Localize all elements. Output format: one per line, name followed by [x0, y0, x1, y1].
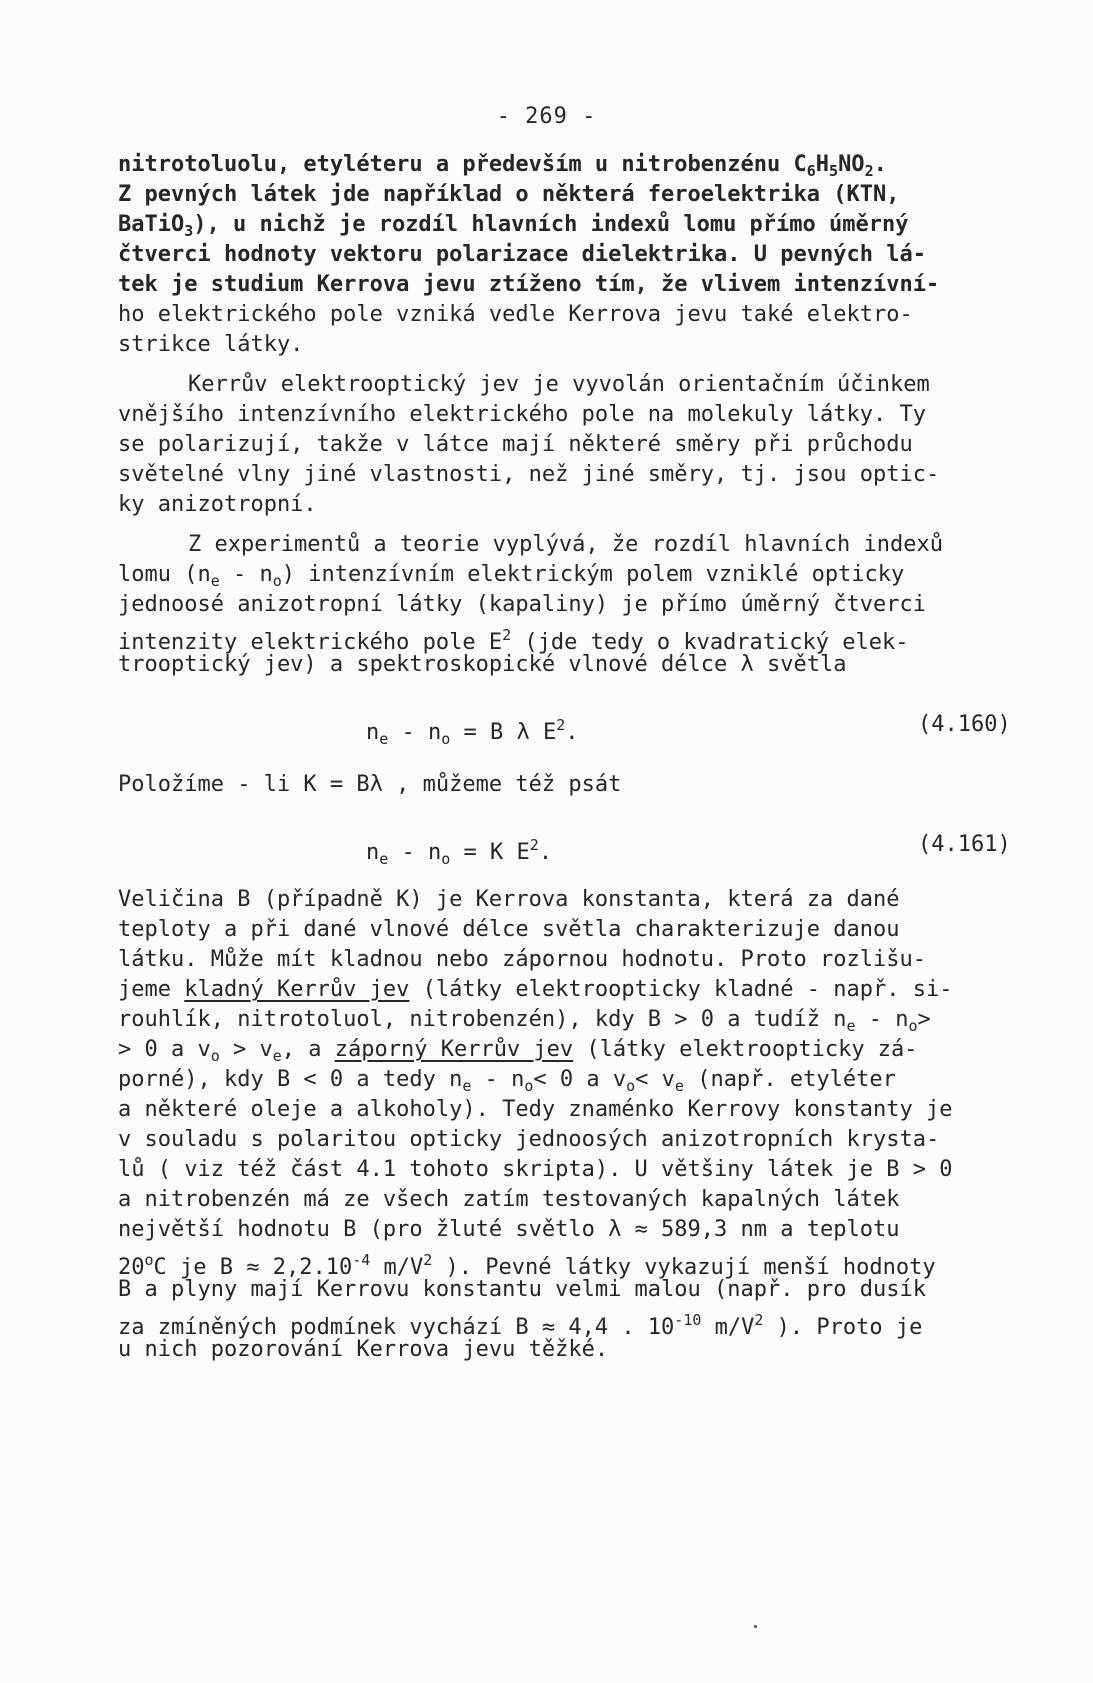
text-line: tek je studium Kerrova jevu ztíženo tím, že vlivem intenzívní- — [118, 272, 940, 297]
equation-4-161 — [366, 830, 553, 868]
text-span: porné), kdy B < 0 a tedy n — [118, 1067, 463, 1092]
text-span: n — [366, 720, 380, 745]
text-span: 20 — [118, 1255, 145, 1280]
text-span: . — [565, 720, 579, 745]
subscript: o — [626, 1077, 636, 1095]
text-line — [118, 1035, 918, 1065]
text-line: největší hodnotu B (pro žluté světlo λ ≈ 589,3 nm a teplotu — [118, 1217, 900, 1242]
text-span: ), u nichž je rozdíl hlavních indexů lomu přímo úměrný — [193, 212, 909, 237]
text-line: ho elektrického pole vzniká vedle Kerrova jevu také elektro- — [118, 302, 913, 327]
text-line — [118, 1305, 923, 1340]
text-line: Položíme - li K = Bλ , můžeme též psát — [118, 772, 622, 797]
text-span: n — [366, 840, 380, 865]
equation-number: (4.161) — [918, 832, 1011, 857]
text-line: ky anizotropní. — [118, 492, 317, 517]
text-span: < v — [635, 1067, 675, 1092]
text-span: rouhlík, nitrotoluol, nitrobenzén), kdy B > 0 a tudíž n — [118, 1007, 847, 1032]
page-number: - 269 - — [496, 104, 597, 129]
text-line — [118, 1245, 936, 1280]
subscript: 6 — [806, 162, 816, 180]
underlined-term: záporný Kerrův jev — [334, 1037, 574, 1062]
text-line: a nitrobenzén má ze všech zatím testovaných kapalných látek — [118, 1187, 900, 1212]
subscript: e — [379, 730, 389, 748]
text-line: a některé oleje a alkoholy). Tedy znaménko Kerrovy konstanty je — [118, 1097, 953, 1122]
text-span: (jde tedy o kvadratický elek- — [511, 630, 909, 655]
text-span: H — [815, 152, 830, 177]
text-line: v souladu s polaritou opticky jednoosých anizotropních krysta- — [118, 1127, 940, 1152]
subscript: e — [846, 1017, 856, 1035]
text-line — [118, 975, 952, 1005]
text-span: > — [917, 1007, 931, 1032]
text-span: C je B ≈ 2,2.10 — [153, 1255, 353, 1280]
subscript: e — [674, 1077, 684, 1095]
equation-number: (4.160) — [918, 712, 1011, 737]
text-span: (např. etyléter — [683, 1067, 896, 1092]
text-line — [118, 150, 887, 180]
text-span: jeme — [118, 977, 185, 1002]
paragraph-start-line: Z experimentů a teorie vyplývá, že rozdíl hlavních indexů — [188, 532, 943, 557]
text-span: - n — [855, 1007, 909, 1032]
superscript: o — [144, 1251, 154, 1269]
superscript: 2 — [556, 716, 566, 734]
subscript: o — [210, 1047, 220, 1065]
text-span: . — [873, 152, 887, 177]
text-line: teploty a při dané vlnové délce světla charakterizuje danou — [118, 917, 900, 942]
text-line: světelné vlny jiné vlastnosti, než jiné směry, tj. jsou optic- — [118, 462, 940, 487]
superscript: 2 — [502, 626, 512, 644]
superscript: 2 — [423, 1251, 433, 1269]
text-span: . — [538, 840, 553, 865]
text-span: (látky elektroopticky kladné - např. si- — [409, 977, 953, 1002]
text-line — [118, 620, 909, 655]
text-span: BaTiO — [118, 212, 185, 237]
text-line: B a plyny mají Kerrovu konstantu velmi malou (např. pro dusík — [118, 1277, 926, 1302]
text-span: = B λ E — [450, 720, 557, 745]
text-span: ). Pevné látky vykazují menší hodnoty — [432, 1255, 936, 1280]
text-line — [118, 1005, 931, 1035]
text-span: - n — [388, 840, 442, 865]
text-span: NO — [838, 152, 865, 177]
superscript: 2 — [529, 836, 539, 854]
text-span: < 0 a v — [533, 1067, 627, 1092]
text-span: > 0 a v — [118, 1037, 211, 1062]
text-span: - n — [219, 562, 273, 587]
subscript: 3 — [184, 222, 194, 240]
text-line: vnějšího intenzívního elektrického pole na molekuly látky. Ty — [118, 402, 926, 427]
text-span: m/V — [370, 1255, 424, 1280]
text-line: lů ( viz též část 4.1 tohoto skripta). U většiny látek je B > 0 — [118, 1157, 953, 1182]
subscript: o — [441, 850, 451, 868]
superscript: 2 — [754, 1311, 764, 1329]
subscript: 5 — [829, 162, 839, 180]
underlined-term: kladný Kerrův jev — [184, 977, 410, 1002]
text-span: = K E — [450, 840, 530, 865]
text-line: u nich pozorování Kerrova jevu těžké. — [118, 1337, 609, 1362]
text-span: (látky elektroopticky zá- — [573, 1037, 918, 1062]
subscript: e — [462, 1077, 472, 1095]
text-span: intenzity elektrického pole E — [118, 630, 503, 655]
text-span: ). Proto je — [763, 1315, 923, 1340]
text-span: nitrotoluolu, etyléteru a především u nitrobenzénu C — [118, 152, 807, 177]
text-span: za zmíněných podmínek vychází B ≈ 4,4 . 10 — [118, 1315, 675, 1340]
subscript: e — [379, 850, 389, 868]
text-line: strikce látky. — [118, 332, 304, 357]
subscript: o — [524, 1077, 534, 1095]
subscript: o — [441, 730, 451, 748]
text-span: , a — [281, 1037, 335, 1062]
text-span: > v — [219, 1037, 273, 1062]
equation-4-160 — [366, 710, 579, 748]
subscript: e — [272, 1047, 282, 1065]
text-span: ) intenzívním elektrickým polem vzniklé opticky — [281, 562, 905, 587]
text-span: - n — [471, 1067, 525, 1092]
subscript: e — [210, 572, 220, 590]
text-line: čtverci hodnoty vektoru polarizace dielektrika. U pevných lá- — [118, 242, 926, 267]
superscript: -4 — [352, 1251, 371, 1269]
text-span: lomu (n — [118, 562, 211, 587]
text-span: m/V — [701, 1315, 755, 1340]
text-span: - n — [388, 720, 442, 745]
text-line: Veličina B (případně K) je Kerrova konstanta, která za dané — [118, 887, 900, 912]
stray-mark — [754, 1625, 757, 1628]
text-line: látku. Může mít kladnou nebo zápornou hodnotu. Proto rozlišu- — [118, 947, 926, 972]
text-line: se polarizují, takže v látce mají některé směry při průchodu — [118, 432, 913, 457]
paragraph-start-line: Kerrův elektrooptický jev je vyvolán orientačním účinkem — [188, 372, 930, 397]
text-line — [118, 1065, 896, 1095]
subscript: o — [908, 1017, 918, 1035]
subscript: 2 — [864, 162, 874, 180]
subscript: o — [272, 572, 282, 590]
text-line — [118, 210, 909, 240]
text-line: Z pevných látek jde například o některá feroelektrika (KTN, — [118, 182, 900, 207]
superscript: -10 — [674, 1311, 702, 1329]
text-line — [118, 560, 904, 590]
text-line: jednoosé anizotropní látky (kapaliny) je přímo úměrný čtverci — [118, 592, 926, 617]
text-line: trooptický jev) a spektroskopické vlnové délce λ světla — [118, 652, 847, 677]
